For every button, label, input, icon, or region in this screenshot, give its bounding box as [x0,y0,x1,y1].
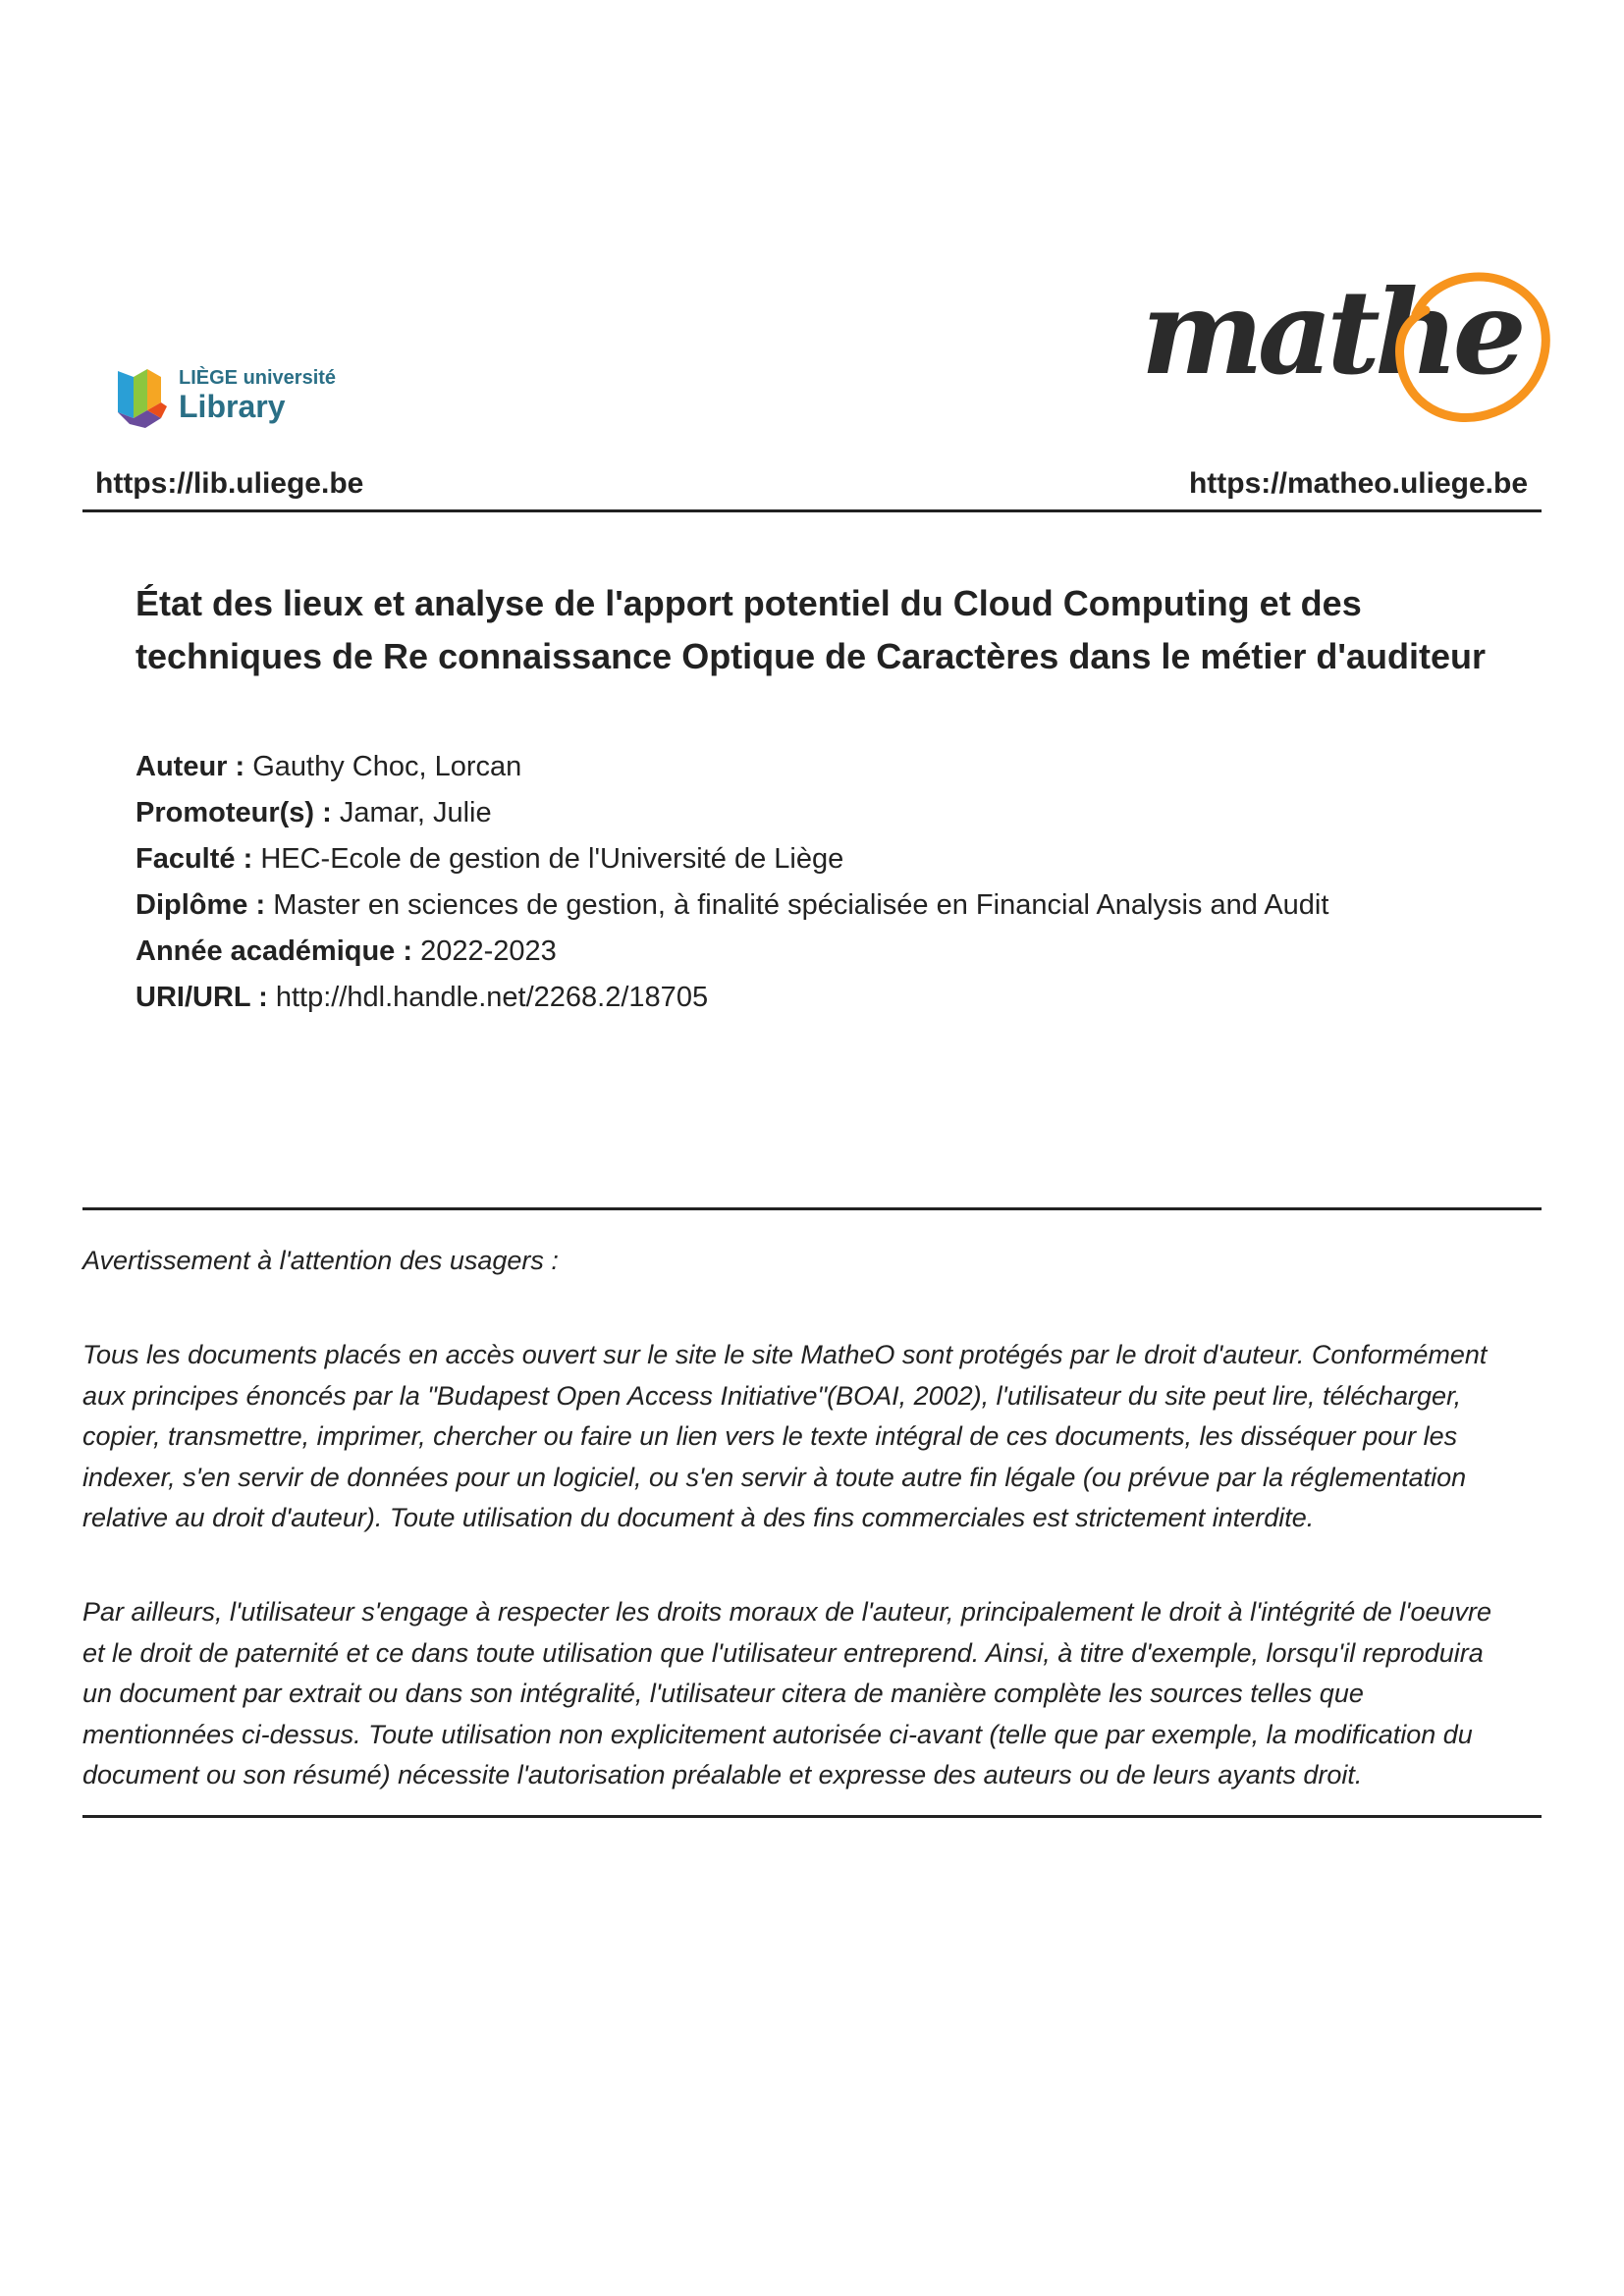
metadata-list [135,744,1530,1021]
meta-value: HEC-Ecole de gestion de l'Université de Liège [260,843,844,875]
meta-uri [135,975,1530,1021]
notice-top-divider [82,1207,1542,1210]
meta-label: URI/URL : [135,982,268,1013]
meta-author [135,744,1530,790]
notice-line: copier, transmettre, imprimer, chercher ou faire un lien vers le texte intégral de ces documents, les disséquer pour les [82,1421,1458,1451]
notice-line: et le droit de paternité et ce dans toute utilisation que l'utilisateur entreprend. Ainsi, à titre d'exemple, lorsqu'il reproduira [82,1637,1484,1668]
matheo-logo [1141,257,1553,424]
meta-label: Diplôme : [135,889,266,921]
meta-faculty [135,836,1530,882]
notice-line: Par ailleurs, l'utilisateur s'engage à respecter les droits moraux de l'auteur, principalement le droit à l'intégrité de l'oeuvre [82,1597,1492,1627]
document-title [135,577,1530,683]
notice-bottom-divider [82,1815,1542,1818]
meta-value: Master en sciences de gestion, à finalité spécialisée en Financial Analysis and Audit [273,889,1329,921]
title-line-1: État des lieux et analyse de l'apport potentiel du Cloud Computing et des [135,583,1362,623]
uliege-logo-mark-icon [116,363,177,432]
meta-value: 2022-2023 [420,935,557,967]
meta-diploma [135,882,1530,929]
notice-line: relative au droit d'auteur). Toute utilisation du document à des fins commerciales est strictement interdite. [82,1503,1315,1532]
notice-paragraph-2 [82,1592,1542,1796]
title-line-2: techniques de Re connaissance Optique de Caractères dans le métier d'auditeur [135,636,1486,676]
header-divider [82,509,1542,512]
library-url-link[interactable]: https://lib.uliege.be [95,467,364,500]
notice-line: mentionnées ci-dessus. Toute utilisation non explicitement autorisée ci-avant (telle que par exemple, la modification du [82,1719,1473,1749]
notice-line: Tous les documents placés en accès ouvert sur le site le site MatheO sont protégés par le droit d'auteur. Conformément [82,1340,1488,1369]
notice-heading: Avertissement à l'attention des usagers : [82,1246,559,1275]
matheo-ring-icon [1386,257,1553,424]
meta-label: Promoteur(s) : [135,797,332,828]
meta-academic-year [135,929,1530,975]
uliege-logo-line2: Library [179,389,286,424]
meta-uri-link[interactable]: http://hdl.handle.net/2268.2/18705 [275,982,709,1013]
matheo-url-link[interactable]: https://matheo.uliege.be [1188,467,1528,500]
meta-label: Auteur : [135,751,245,782]
matheo-logo-text: mathe [1141,264,1521,400]
meta-label: Année académique : [135,935,413,967]
notice-line: aux principes énoncés par la "Budapest Open Access Initiative"(BOAI, 2002), l'utilisateur du site peut lire, télécharger, [82,1380,1462,1411]
meta-value: Gauthy Choc, Lorcan [252,751,522,782]
meta-promoter [135,790,1530,836]
uliege-library-logo [116,363,352,432]
meta-value: Jamar, Julie [339,797,492,828]
meta-label: Faculté : [135,843,253,875]
uliege-logo-line1: LIÈGE université [179,367,337,389]
notice-paragraph-1 [82,1335,1542,1539]
notice-line: un document par extrait ou dans son intégralité, l'utilisateur citera de manière complète les sources telles que [82,1679,1364,1708]
notice-line: indexer, s'en servir de données pour un logiciel, ou s'en servir à toute autre fin légale (ou prévue par la réglementation [82,1462,1467,1492]
notice-line: document ou son résumé) nécessite l'autorisation préalable et expresse des auteurs ou de leurs ayants droit. [82,1760,1363,1789]
